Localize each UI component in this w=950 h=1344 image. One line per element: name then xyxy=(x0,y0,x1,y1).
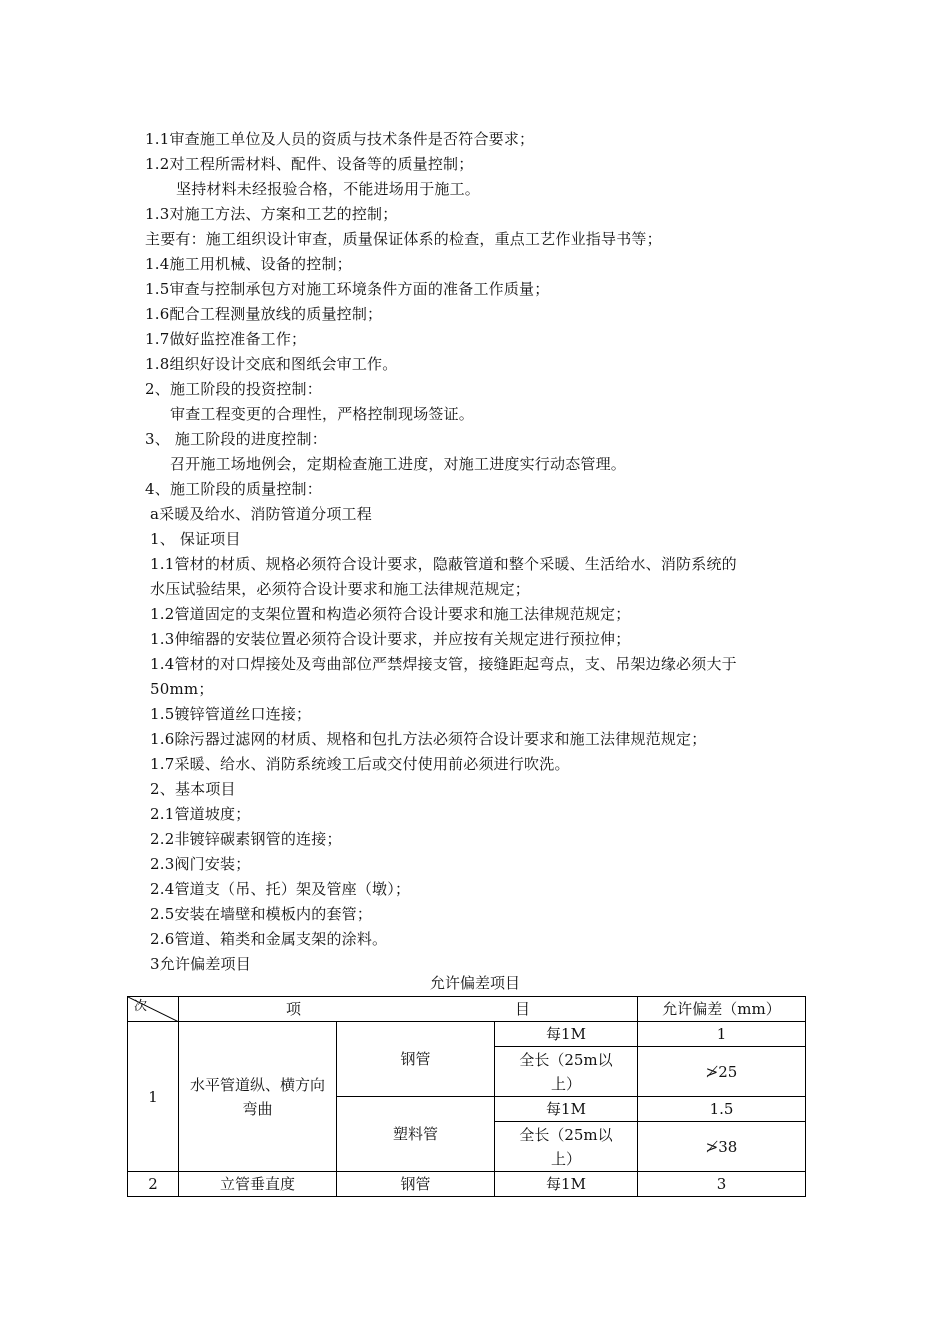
row2-material: 钢管 xyxy=(337,1172,495,1197)
header-corner-cell xyxy=(128,997,179,1022)
text-line: 2、基本项目 xyxy=(150,780,236,798)
text-line: 2.1管道坡度； xyxy=(150,805,251,823)
row1-full-length-2: 全长（25m以上） xyxy=(495,1122,638,1172)
text-line: 1.5镀锌管道丝口连接； xyxy=(150,705,312,723)
text-line: 2.5安装在墙壁和模板内的套管； xyxy=(150,905,373,923)
row1-value-3: 1.5 xyxy=(638,1097,806,1122)
text-line: 1.4施工用机械、设备的控制； xyxy=(145,255,352,273)
row1-value-1: 1 xyxy=(638,1022,806,1047)
text-line: 1.3对施工方法、方案和工艺的控制； xyxy=(145,205,398,223)
text-line: 1.8组织好设计交底和图纸会审工作。 xyxy=(145,355,398,373)
row1-item: 水平管道纵、横方向弯曲 xyxy=(179,1022,337,1172)
text-line: 1、 保证项目 xyxy=(150,530,241,548)
text-line: 4、施工阶段的质量控制： xyxy=(145,480,322,498)
text-line: 主要有：施工组织设计审查，质量保证体系的检查，重点工艺作业指导书等； xyxy=(145,230,662,248)
text-line: 2.3阀门安装； xyxy=(150,855,251,873)
row1-value-2: ≯25 xyxy=(638,1047,806,1097)
text-line: 1.7采暖、给水、消防系统竣工后或交付使用前必须进行吹洗。 xyxy=(150,755,570,773)
text-line: 2.2非镀锌碳素钢管的连接； xyxy=(150,830,342,848)
row2-per-m: 每1M xyxy=(495,1172,638,1197)
text-line: 召开施工场地例会，定期检查施工进度，对施工进度实行动态管理。 xyxy=(170,455,627,473)
text-line: 1.1审查施工单位及人员的资质与技术条件是否符合要求； xyxy=(145,130,535,148)
text-line: 1.7做好监控准备工作； xyxy=(145,330,307,348)
text-line: 1.1管材的材质、规格必须符合设计要求，隐蔽管道和整个采暖、生活给水、消防系统的 xyxy=(150,555,737,573)
header-corner-label: 次 xyxy=(134,999,148,1014)
row1-per-m-2: 每1M xyxy=(495,1097,638,1122)
row1-number: 1 xyxy=(128,1022,179,1172)
text-line: 2、施工阶段的投资控制： xyxy=(145,380,322,398)
header-item-right: 目 xyxy=(514,1000,530,1018)
text-line: 1.2管道固定的支架位置和构造必须符合设计要求和施工法律规范规定； xyxy=(150,605,631,623)
text-line: 1.5审查与控制承包方对施工环境条件方面的准备工作质量； xyxy=(145,280,550,298)
row2-item: 立管垂直度 xyxy=(179,1172,337,1197)
text-line: 3允许偏差项目 xyxy=(150,955,251,973)
table-header-row xyxy=(128,997,806,1022)
table-row xyxy=(128,1172,806,1197)
text-line: a采暖及给水、消防管道分项工程 xyxy=(150,505,372,523)
text-line: 2.6管道、箱类和金属支架的涂料。 xyxy=(150,930,388,948)
row1-plastic: 塑料管 xyxy=(337,1097,495,1172)
text-line: 1.6配合工程测量放线的质量控制； xyxy=(145,305,383,323)
tolerance-table xyxy=(127,996,806,1197)
row2-number: 2 xyxy=(128,1172,179,1197)
text-line: 2.4管道支（吊、托）架及管座（墩）； xyxy=(150,880,411,898)
header-tolerance-cell: 允许偏差（mm） xyxy=(638,997,806,1022)
table-row xyxy=(128,1022,806,1047)
row2-value: 3 xyxy=(638,1172,806,1197)
text-line: 1.3伸缩器的安装位置必须符合设计要求，并应按有关规定进行预拉伸； xyxy=(150,630,631,648)
row1-per-m: 每1M xyxy=(495,1022,638,1047)
header-item-left: 项 xyxy=(285,1000,301,1018)
row1-steel: 钢管 xyxy=(337,1022,495,1097)
header-item-cell xyxy=(179,997,638,1022)
text-line: 1.2对工程所需材料、配件、设备等的质量控制； xyxy=(145,155,474,173)
row1-value-4: ≯38 xyxy=(638,1122,806,1172)
row1-full-length: 全长（25m以上） xyxy=(495,1047,638,1097)
text-line: 水压试验结果，必须符合设计要求和施工法律规范规定； xyxy=(150,580,531,598)
text-line: 坚持材料未经报验合格，不能进场用于施工。 xyxy=(176,180,481,198)
text-line: 3、 施工阶段的进度控制： xyxy=(145,430,327,448)
text-line: 50mm； xyxy=(150,680,214,698)
text-line: 1.6除污器过滤网的材质、规格和包扎方法必须符合设计要求和施工法律规范规定； xyxy=(150,730,707,748)
text-line: 1.4管材的对口焊接处及弯曲部位严禁焊接支管，接缝距起弯点，支、吊架边缘必须大于 xyxy=(150,655,737,673)
text-line: 审查工程变更的合理性，严格控制现场签证。 xyxy=(170,405,475,423)
table-title: 允许偏差项目 xyxy=(429,974,520,992)
